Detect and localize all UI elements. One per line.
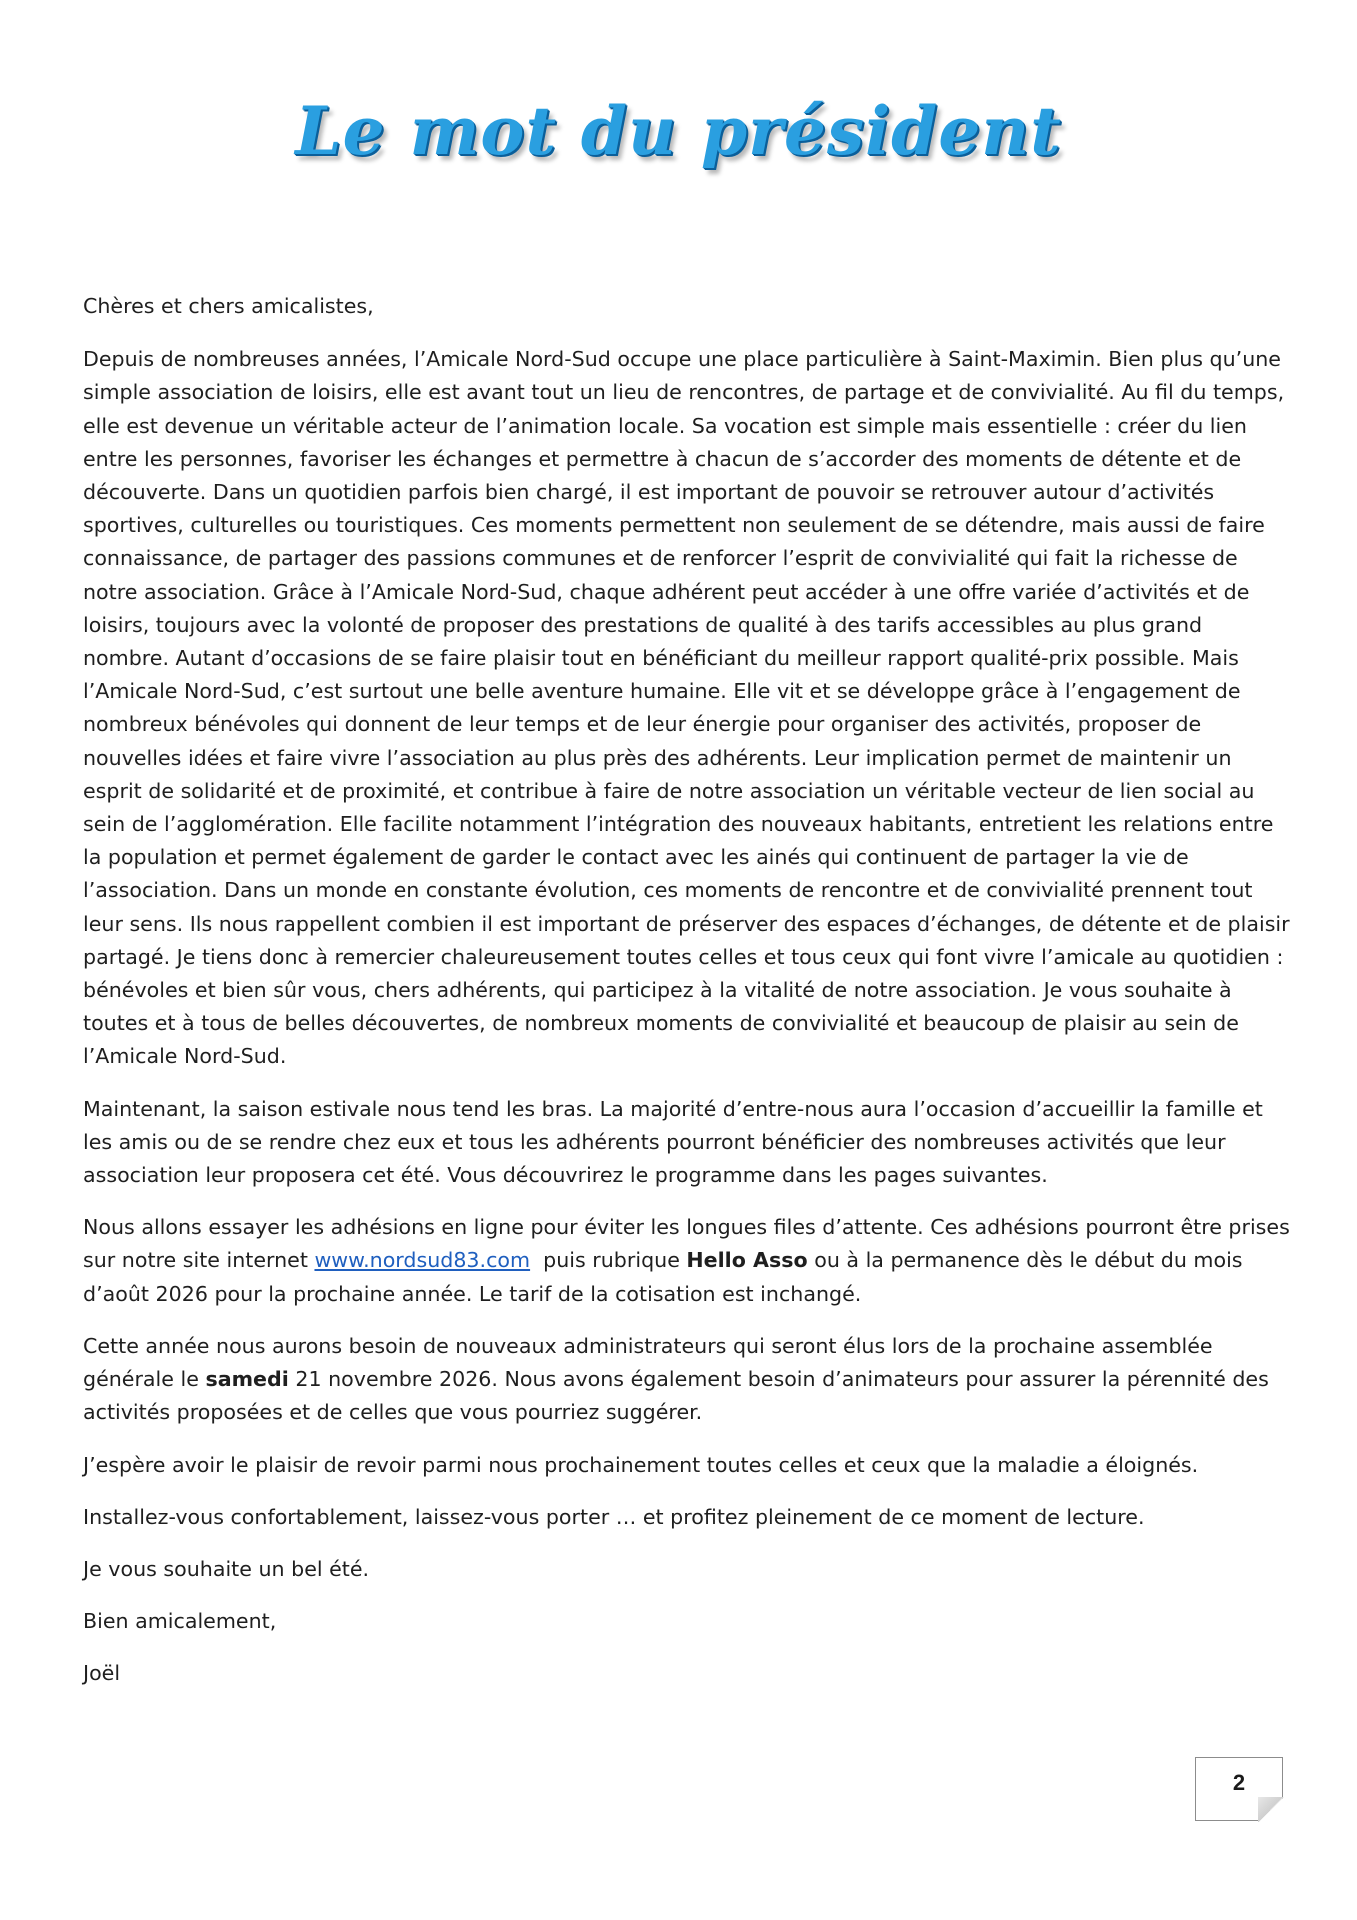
text-span: ou à la permanence dès le début du mois d’août 2026 pour la prochaine année. Le tarif de la cotisation est inchangé. <box>83 1248 1243 1306</box>
paragraph-intro: Depuis de nombreuses années, l’Amicale Nord-Sud occupe une place particulière à Saint-Maximin. Bien plus qu’une simple association de loisirs, elle est avant tout un lieu de rencontres, de partage et de convivialité. Au fil du temps, elle est devenue un véritable acteur de l’animation locale. Sa vocation est simple mais essentielle : créer du lien entre les personnes, favoriser les échanges et permettre à chacun de s’accorder des moments de détente et de découverte. Dans un quotidien parfois bien chargé, il est important de pouvoir se retrouver autour d’activités sportives, culturelles ou touristiques. Ces moments permettent non seulement de se détendre, mais aussi de faire connaissance, de partager des passions communes et de renforcer l’esprit de convivialité qui fait la richesse de notre association. Grâce à l’Amicale Nord-Sud, chaque adhérent peut accéder à une offre variée d’activités et de loisirs, toujours avec la volonté de proposer des prestations de qualité à des tarifs accessibles au plus grand nombre. Autant d’occasions de se faire plaisir tout en bénéficiant du meilleur rapport qualité-prix possible. Mais l’Amicale Nord-Sud, c’est surtout une belle aventure humaine. Elle vit et se développe grâce à l’engagement de nombreux bénévoles qui donnent de leur temps et de leur énergie pour organiser des activités, proposer de nouvelles idées et faire vivre l’association au plus près des adhérents. Leur implication permet de maintenir un esprit de solidarité et de proximité, et contribue à faire de notre association un véritable vecteur de lien social au sein de l’agglomération. Elle facilite notamment l’intégration des nouveaux habitants, entretient les relations entre la population et permet également de garder le contact avec les ainés qui continuent de partager la vie de l’association. Dans un monde en constante évolution, ces moments de rencontre et de convivialité prennent tout leur sens. Ils nous rappellent combien il est important de préserver des espaces d’échanges, de détente et de plaisir partagé. Je tiens donc à remercier chaleureusement toutes celles et tous ceux qui font vivre l’amicale au quotidien : bénévoles et bien sûr vous, chers adhérents, qui participez à la vitalité de notre association. Je vous souhaite à toutes et à tous de belles découvertes, de nombreux moments de convivialité et beaucoup de plaisir au sein de l’Amicale Nord-Sud. <box>83 347 1290 1069</box>
text-span: 21 novembre 2026. Nous avons également besoin d’animateurs pour assurer la pérennité des activités proposées et de celles que vous pourriez suggérer. <box>83 1367 1269 1425</box>
text-span: Nous allons essayer les adhésions en ligne pour éviter les longues files d’attente. Ces adhésions pourront être prises sur notre site internet <box>83 1215 1290 1273</box>
signature: Joël <box>83 1661 121 1686</box>
letter-body <box>83 290 1293 1710</box>
paragraph-summer: Maintenant, la saison estivale nous tend les bras. La majorité d’entre-nous aura l’occasion d’accueillir la famille et les amis ou de se rendre chez eux et tous les adhérents pourront bénéficier des nombreuses activités que leur association leur proposera cet été. Vous découvrirez le programme dans les pages suivantes. <box>83 1096 1263 1188</box>
paragraph-enjoy: Installez-vous confortablement, laissez-vous porter … et profitez pleinement de ce moment de lecture. <box>83 1504 1145 1529</box>
hello-asso-label: Hello Asso <box>686 1248 808 1273</box>
assembly-day: samedi <box>205 1367 289 1392</box>
text-span: Cette année nous aurons besoin de nouveaux administrateurs qui seront élus lors de la prochaine assemblée générale le <box>83 1333 1213 1392</box>
closing: Bien amicalement, <box>83 1609 277 1634</box>
salutation: Chères et chers amicalistes, <box>83 294 374 318</box>
website-link[interactable]: www.nordsud83.com <box>314 1248 531 1273</box>
page-fold-corner <box>1258 1797 1284 1822</box>
page-number: 2 <box>1232 1770 1246 1795</box>
paragraph-assembly <box>83 1330 1293 1430</box>
page-title: Le mot du président <box>295 92 1062 170</box>
paragraph-online-membership <box>83 1211 1293 1311</box>
text-span: puis rubrique <box>530 1248 687 1273</box>
paragraph-wish: Je vous souhaite un bel été. <box>83 1556 370 1581</box>
paragraph-hope: J’espère avoir le plaisir de revoir parmi nous prochainement toutes celles et ceux que la maladie a éloignés. <box>83 1452 1199 1477</box>
